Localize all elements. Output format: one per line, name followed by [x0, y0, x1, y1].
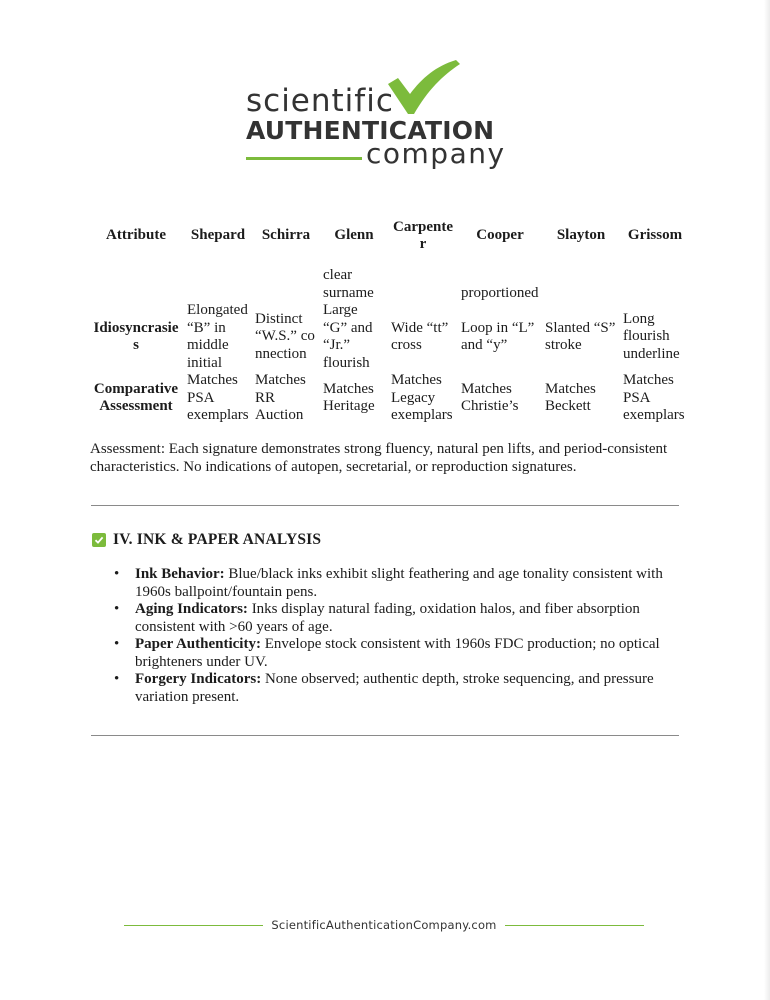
analysis-list [114, 566, 674, 706]
header-slayton: Slayton [556, 227, 606, 244]
checkbox-checked-icon [92, 533, 106, 547]
header-cooper: Cooper [476, 227, 524, 244]
table-cell-cooper-carryover: proportioned [461, 284, 539, 301]
bullet-icon: • [114, 601, 120, 617]
list-item [114, 601, 674, 636]
table-cell: Matches Christie’s [461, 380, 519, 415]
header-schirra: Schirra [261, 227, 311, 244]
header-grissom: Grissom [627, 227, 683, 244]
header-glenn: Glenn [334, 227, 374, 244]
logo-word-scientific: scientific [246, 83, 394, 119]
logo-word-company: company [366, 137, 506, 170]
list-item [114, 636, 674, 671]
company-logo [244, 58, 534, 176]
table-cell: Loop in “L” and “y” [461, 319, 535, 353]
table-cell: Long flourish underline [623, 310, 680, 362]
table-cell: Matches PSA exemplars [623, 372, 685, 423]
table-row [88, 302, 690, 372]
table-cell: Matches Heritage [323, 380, 375, 415]
list-item [114, 671, 674, 706]
assessment-paragraph: Assessment: Each signature demonstrates strong fluency, natural pen lifts, and period-consistent characteristics. No indications of autopen, secretarial, or reproduction signatures. [90, 441, 668, 475]
divider [91, 735, 679, 736]
section-heading [92, 531, 321, 549]
table-cell-glenn-carryover: clear surname [323, 267, 374, 301]
table-row [88, 372, 690, 425]
bullet-term: Ink Behavior: [135, 566, 225, 582]
bullet-text: None observed; authentic depth, stroke sequencing, and pressure variation present. [135, 671, 654, 705]
table-row [88, 258, 690, 302]
bullet-icon: • [114, 671, 120, 687]
bullet-term: Forgery Indicators: [135, 671, 262, 687]
table-cell: Elongated “B” in middle initial [187, 302, 248, 371]
row-label-idiosyncrasies: Idiosyncrasies [93, 319, 179, 353]
table-cell: Wide “tt” cross [391, 319, 449, 353]
header-carpenter: Carpenter [393, 218, 453, 252]
divider [91, 505, 679, 506]
section-title: IV. INK & PAPER ANALYSIS [113, 531, 322, 548]
header-shepard: Shepard [190, 227, 246, 244]
footer-website: ScientificAuthenticationCompany.com [271, 918, 497, 932]
logo-word-authentication: AUTHENTICATION [246, 116, 495, 145]
bullet-term: Paper Authenticity: [135, 636, 261, 652]
page-edge [764, 0, 770, 1000]
table-cell: Slanted “S” stroke [545, 319, 616, 353]
table-header-row [88, 214, 690, 258]
footer-rule-left [124, 925, 263, 926]
footer [124, 918, 644, 932]
table-cell: Matches Legacy exemplars [391, 372, 453, 423]
bullet-icon: • [114, 636, 120, 652]
header-attribute: Attribute [106, 227, 166, 244]
table-cell: Matches PSA exemplars [187, 372, 249, 423]
table-cell: Matches RR Auction [255, 372, 306, 423]
bullet-icon: • [114, 566, 120, 582]
bullet-text: Inks display natural fading, oxidation halos, and fiber absorption consistent with >60 years of age. [135, 601, 640, 635]
bullet-term: Aging Indicators: [135, 601, 248, 617]
bullet-text: Envelope stock consistent with 1960s FDC production; no optical brighteners under UV. [135, 636, 660, 670]
row-label-comparative-assessment: Comparative Assessment [93, 380, 179, 415]
logo-underline [246, 157, 362, 160]
table-cell: Matches Beckett [545, 380, 596, 415]
table-cell: Distinct “W.S.” connection [255, 310, 315, 362]
footer-rule-right [505, 925, 644, 926]
checkmark-icon [384, 58, 462, 118]
bullet-text: Blue/black inks exhibit slight feathering and age tonality consistent with 1960s ballpoint/fountain pens. [135, 566, 663, 600]
list-item [114, 566, 674, 601]
attribute-table [88, 214, 690, 425]
table-cell: Large “G” and “Jr.” flourish [323, 302, 373, 371]
